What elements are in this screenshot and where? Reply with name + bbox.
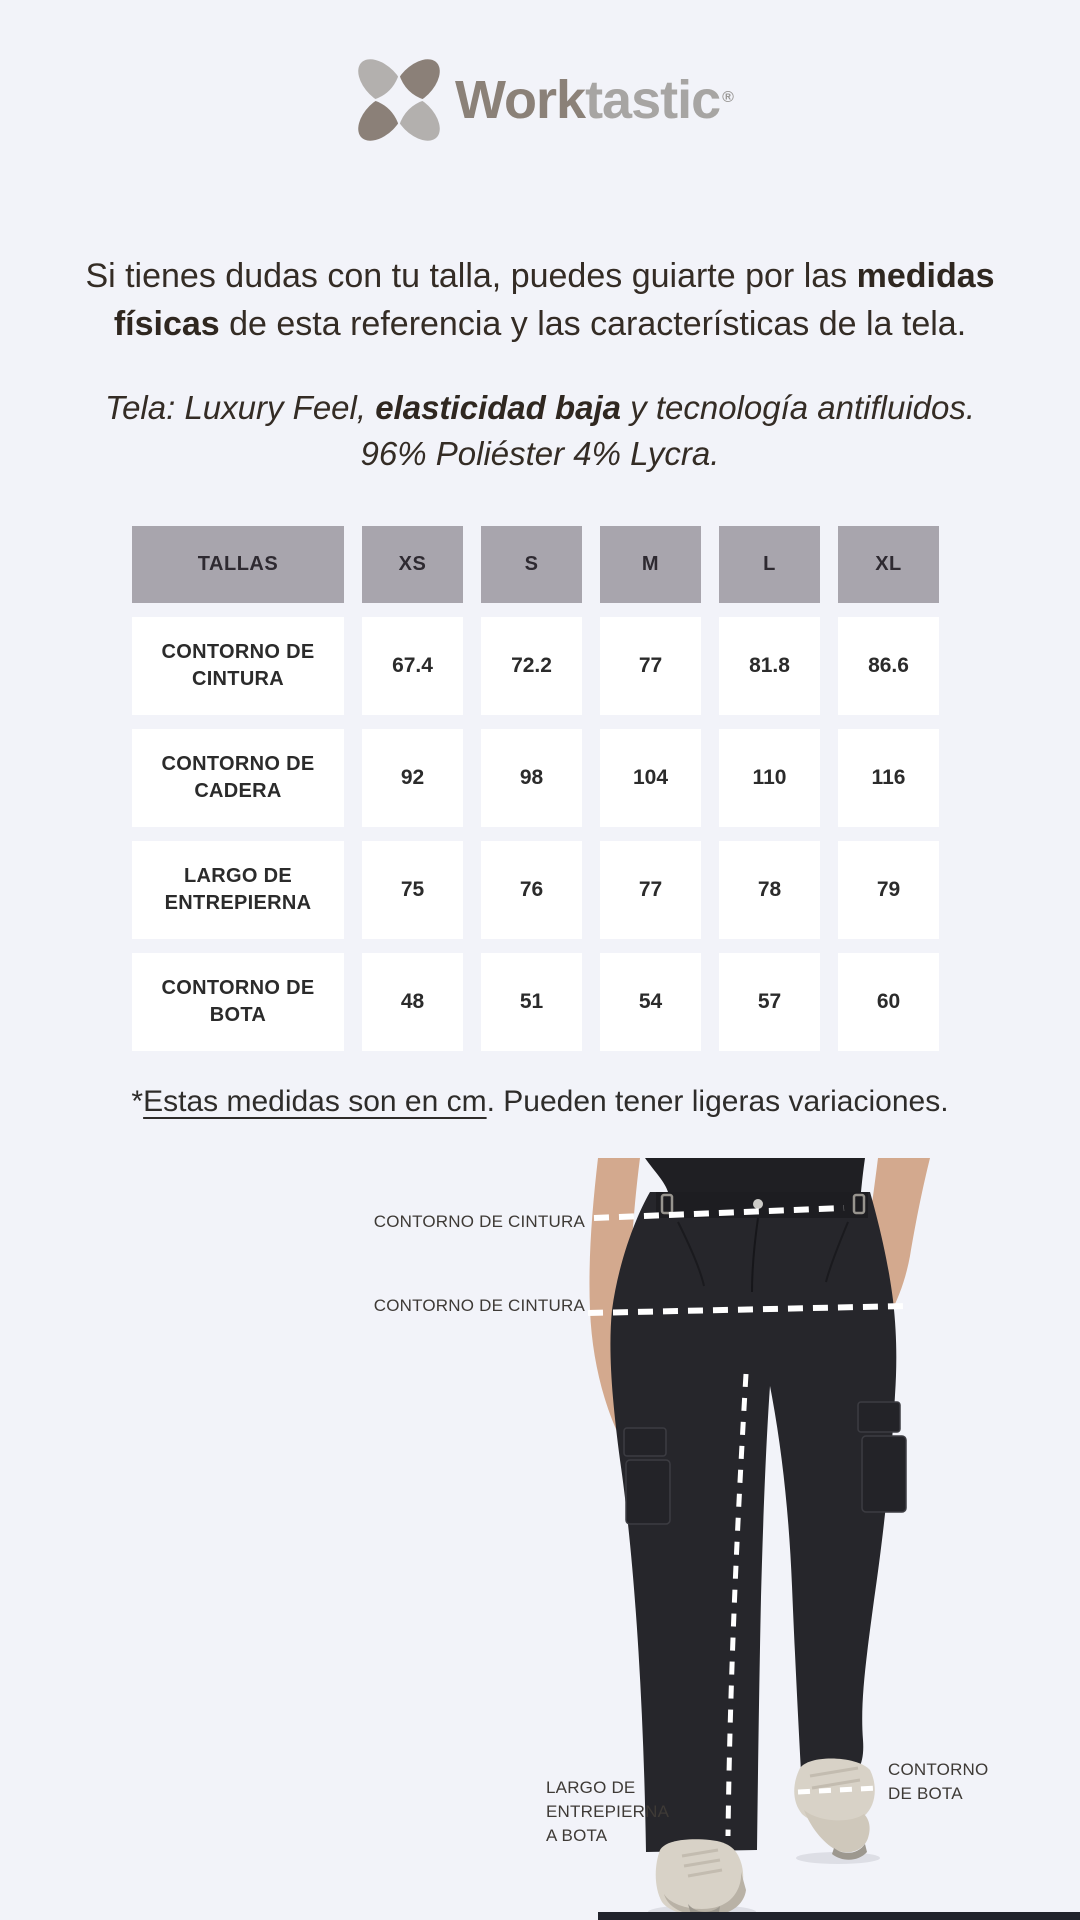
units-footnote	[0, 1085, 1080, 1119]
size-table-corner-header: TALLAS	[132, 526, 344, 603]
size-col-header-s: S	[481, 526, 582, 603]
sizing-help-text-post: de esta referencia y las características de la tela.	[219, 305, 967, 344]
worktastic-knot-icon	[347, 48, 451, 152]
measure-value: 76	[481, 841, 582, 939]
fabric-composition: 96% Poliéster 4% Lycra.	[360, 435, 720, 473]
brand-word-primary: Work	[455, 70, 586, 130]
measure-value: 116	[838, 729, 939, 827]
footnote-asterisk: *	[131, 1085, 144, 1119]
table-row-hip	[132, 729, 1080, 827]
sizing-help-text	[70, 252, 1010, 349]
measure-value: 78	[719, 841, 820, 939]
fabric-description	[60, 385, 1020, 479]
size-col-header-xs: XS	[362, 526, 463, 603]
footnote-underlined: Estas medidas son en cm	[143, 1085, 487, 1119]
size-col-header-xl: XL	[838, 526, 939, 603]
footnote-rest: . Pueden tener ligeras variaciones.	[486, 1085, 949, 1119]
shirt	[645, 1158, 865, 1192]
brand-wordmark	[455, 69, 733, 131]
fabric-text-bold: elasticidad baja	[375, 388, 621, 426]
fabric-text-post: y tecnología antifluidos.	[620, 388, 976, 426]
brand-word-secondary: tastic	[585, 70, 721, 130]
measure-value: 77	[600, 617, 701, 715]
measure-row-label: CONTORNO DE BOTA	[132, 953, 344, 1051]
measure-value: 79	[838, 841, 939, 939]
measure-value: 86.6	[838, 617, 939, 715]
measure-value: 51	[481, 953, 582, 1051]
brand-logo	[0, 0, 1080, 152]
measure-value: 57	[719, 953, 820, 1051]
table-row-boot	[132, 953, 1080, 1051]
registered-trademark: ®	[722, 89, 733, 106]
left-sneaker	[656, 1839, 746, 1918]
measure-value: 48	[362, 953, 463, 1051]
measure-value: 67.4	[362, 617, 463, 715]
measure-value: 98	[481, 729, 582, 827]
measure-row-label: CONTORNO DE CADERA	[132, 729, 344, 827]
size-col-header-l: L	[719, 526, 820, 603]
measure-value: 110	[719, 729, 820, 827]
table-row-inseam	[132, 841, 1080, 939]
measure-value: 92	[362, 729, 463, 827]
measure-value: 72.2	[481, 617, 582, 715]
fabric-text-pre: Tela: Luxury Feel,	[104, 388, 376, 426]
measure-value: 77	[600, 841, 701, 939]
size-table	[132, 526, 1080, 1051]
measure-value: 75	[362, 841, 463, 939]
inseam-measure-label: LARGO DE ENTREPIERNA A BOTA	[546, 1778, 669, 1846]
size-col-header-m: M	[600, 526, 701, 603]
measurement-diagram	[0, 1150, 1080, 1920]
sizing-help-text-bold: medidas físicas	[113, 257, 995, 344]
right-sneaker	[794, 1758, 875, 1859]
measure-row-label: CONTORNO DE CINTURA	[132, 617, 344, 715]
table-row-waist	[132, 617, 1080, 715]
measure-value: 104	[600, 729, 701, 827]
measure-value: 54	[600, 953, 701, 1051]
sizing-help-text-pre: Si tienes dudas con tu talla, puedes guiarte por las	[85, 257, 857, 295]
boot-measure-label: CONTORNO DE BOTA	[888, 1760, 989, 1804]
size-table-header-row	[132, 526, 1080, 603]
next-section-edge	[598, 1912, 1080, 1920]
measure-row-label: LARGO DE ENTREPIERNA	[132, 841, 344, 939]
waist-measure-label: CONTORNO DE CINTURA	[373, 1212, 585, 1231]
measure-value: 81.8	[719, 617, 820, 715]
measure-value: 60	[838, 953, 939, 1051]
hip-measure-label: CONTORNO DE CINTURA	[373, 1296, 585, 1315]
